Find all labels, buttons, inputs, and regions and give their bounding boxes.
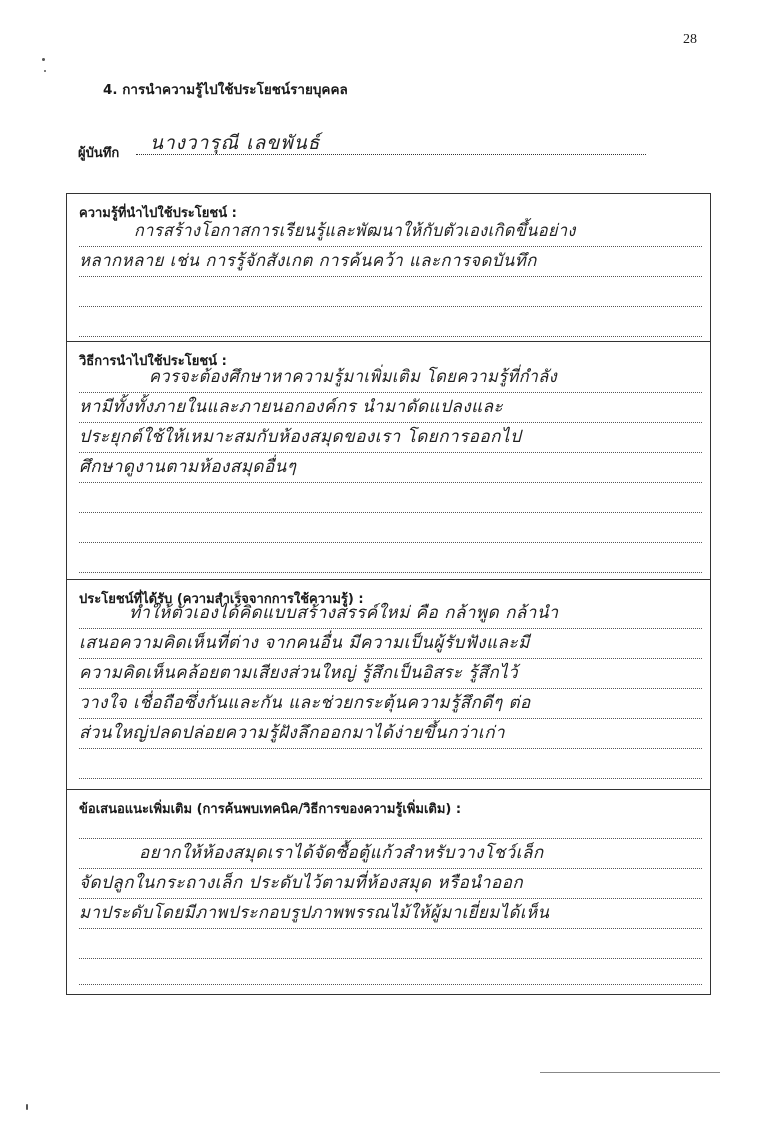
handwritten-line	[79, 452, 702, 483]
section-benefits	[67, 580, 710, 790]
recorder-row	[78, 128, 648, 161]
recorder-name: นางวารุณี เลขพันธ์	[150, 132, 321, 154]
handwritten-line	[79, 718, 702, 749]
blank-line	[79, 808, 702, 839]
section-title: วิธีการนำไปใช้ประโยชน์ :	[79, 354, 227, 369]
handwritten-line	[79, 422, 702, 453]
blank-line	[79, 276, 702, 307]
handwritten-line	[79, 246, 702, 277]
section-method	[67, 342, 710, 580]
handwritten-text: วางใจ เชื่อถือซึ่งกันและกัน และช่วยกระตุ้นความรู้สึกดีๆ ต่อ	[79, 693, 531, 713]
scan-speck	[44, 70, 46, 72]
blank-line	[79, 512, 702, 543]
section-title: ข้อเสนอแนะเพิ่มเติม (การค้นพบเทคนิค/วิธีการของความรู้เพิ่มเติม) :	[79, 802, 462, 817]
section-suggestions	[67, 790, 710, 994]
handwritten-text: จัดปลูกในกระถางเล็ก ประดับไว้ตามที่ห้องสมุด หรือนำออก	[79, 873, 524, 893]
handwritten-line	[79, 868, 702, 899]
handwritten-text: หามีทั้งทั้งภายในและภายนอกองค์กร นำมาดัดแปลงและ	[79, 397, 504, 417]
blank-line	[79, 748, 702, 779]
handwritten-text: หลากหลาย เช่น การรู้จักสังเกต การค้นคว้า และการจดบันทึก	[79, 251, 537, 271]
handwritten-text: ส่วนใหญ่ปลดปล่อยความรู้ฝังลึกออกมาได้ง่ายขึ้นกว่าเก่า	[79, 723, 506, 743]
form-box	[66, 193, 711, 995]
handwritten-text: ความคิดเห็นคล้อยตามเสียงส่วนใหญ่ รู้สึกเป็นอิสระ รู้สึกไว้	[79, 663, 519, 683]
page-edge-line	[540, 1072, 720, 1073]
handwritten-line	[79, 392, 702, 423]
scan-speck	[42, 58, 45, 61]
handwritten-text: ทำให้ตัวเองได้คิดแบบสร้างสรรค์ใหม่ คือ กล้าพูด กล้านำ	[129, 603, 559, 623]
recorder-label: ผู้บันทึก	[78, 146, 120, 161]
handwritten-text: ประยุกต์ใช้ให้เหมาะสมกับห้องสมุดของเรา โดยการออกไป	[79, 427, 522, 447]
handwritten-line	[79, 658, 702, 689]
section-knowledge	[67, 194, 710, 342]
handwritten-text: การสร้างโอกาสการเรียนรู้และพัฒนาให้กับตัวเองเกิดขึ้นอย่าง	[134, 221, 576, 241]
blank-line	[79, 482, 702, 513]
blank-line	[79, 542, 702, 573]
section-heading: 4. การนำความรู้ไปใช้ประโยชน์รายบุคคล	[103, 82, 348, 98]
handwritten-line	[79, 598, 702, 629]
section-title: ความรู้ที่นำไปใช้ประโยชน์ :	[79, 206, 237, 221]
scan-speck	[26, 1104, 28, 1110]
recorder-dotted-line	[136, 154, 646, 155]
handwritten-line	[79, 898, 702, 929]
handwritten-line	[79, 628, 702, 659]
handwritten-text: ศึกษาดูงานตามห้องสมุดอื่นๆ	[79, 457, 297, 477]
blank-line	[79, 306, 702, 337]
handwritten-line	[79, 216, 702, 247]
handwritten-text: เสนอความคิดเห็นที่ต่าง จากคนอื่น มีความเป็นผู้รับฟังและมี	[79, 633, 530, 653]
handwritten-line	[79, 362, 702, 393]
handwritten-text: อยากให้ห้องสมุดเราได้จัดซื้อตู้แก้วสำหรับวางโชว์เล็ก	[139, 843, 544, 863]
handwritten-line	[79, 688, 702, 719]
handwritten-text: ควรจะต้องศึกษาหาความรู้มาเพิ่มเติม โดยความรู้ที่กำลัง	[149, 367, 558, 387]
handwritten-text: มาประดับโดยมีภาพประกอบรูปภาพพรรณไม้ให้ผู้มาเยี่ยมได้เห็น	[79, 903, 550, 923]
handwritten-line	[79, 838, 702, 869]
section-title: ประโยชน์ที่ได้รับ (ความสำเร็จจากการใช้ความรู้) :	[79, 592, 364, 607]
blank-line	[79, 954, 702, 985]
page-number: 28	[683, 32, 697, 47]
